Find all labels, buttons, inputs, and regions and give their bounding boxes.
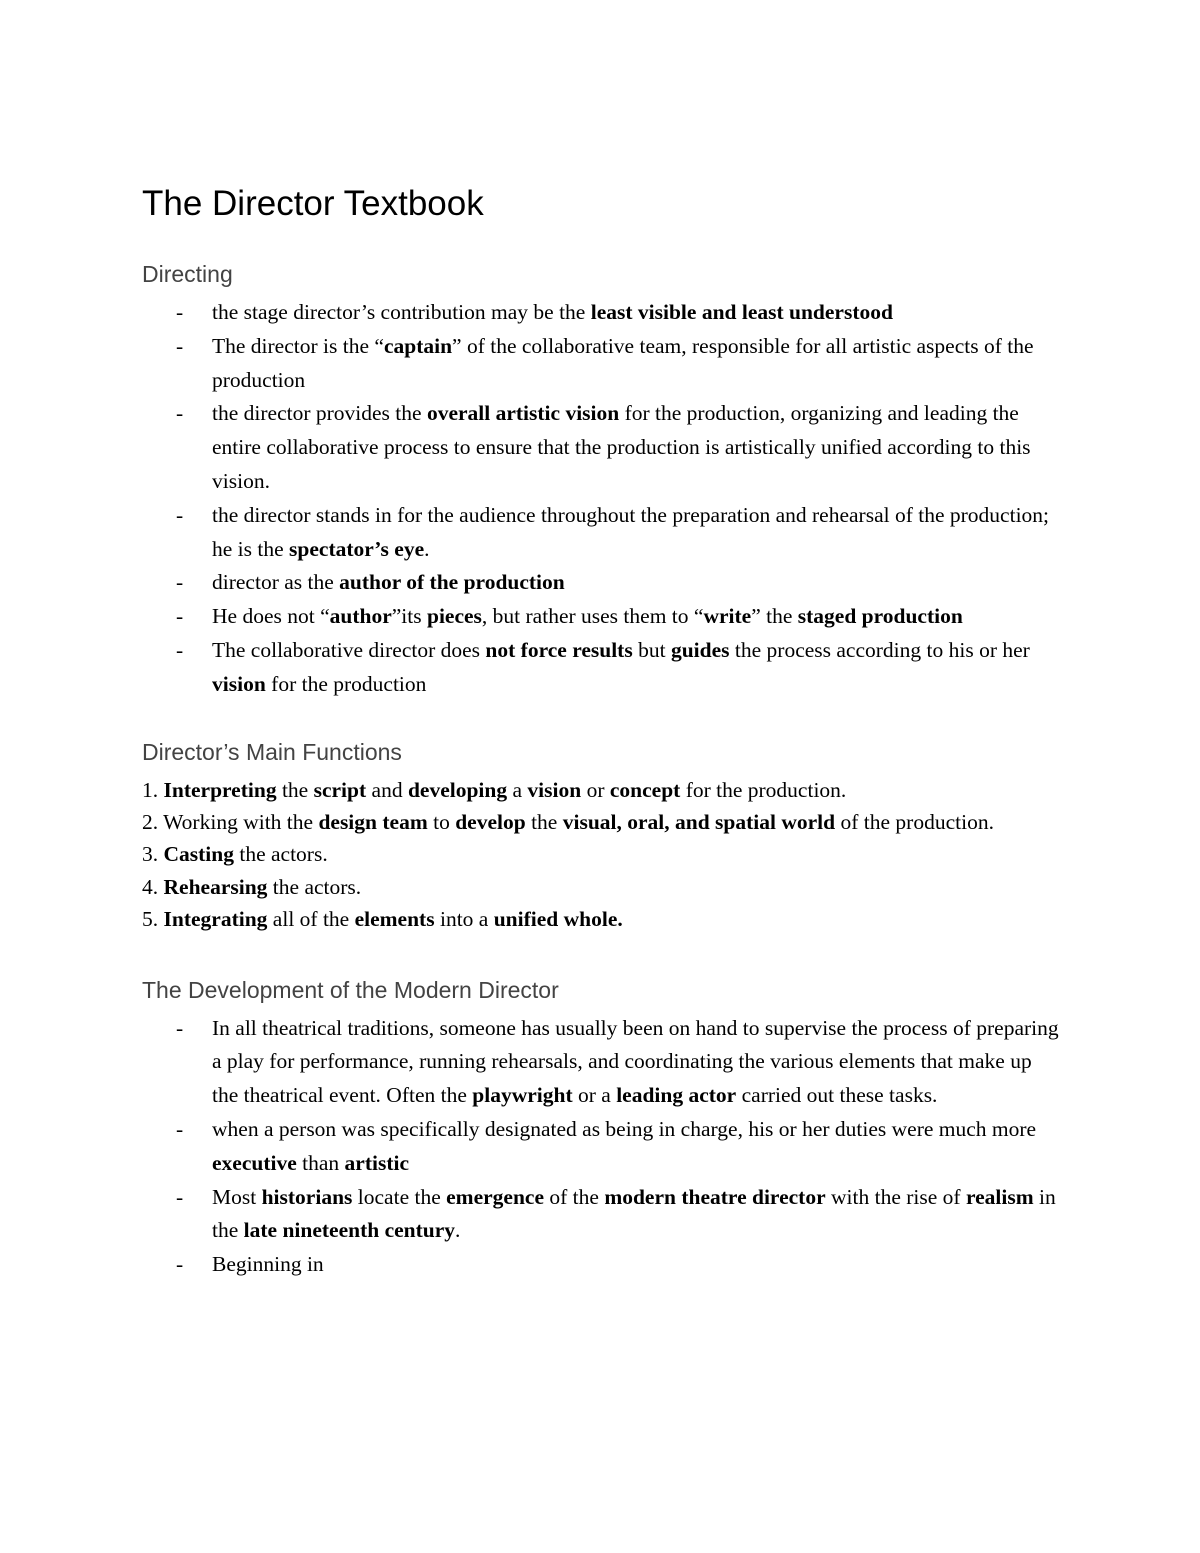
bullet-dash: - (176, 502, 184, 527)
bold-text: not force results (485, 637, 633, 662)
bold-text: developing (407, 777, 508, 802)
text-run: in the (212, 1184, 1056, 1243)
document-title: The Director Textbook (142, 184, 484, 223)
text-run: the actors. (233, 842, 328, 867)
bullet-dash: - (176, 300, 184, 324)
bold-text: spectator’s eye (289, 536, 425, 561)
text-run: but (632, 637, 671, 662)
document-page (142, 180, 1062, 1282)
text-run: In all theatrical traditions, someone has usually been on hand to supervise the process of preparing a play for performance, running rehearsals, and coordinating the various elements that make up the theatrical event. Often the (212, 1015, 1059, 1108)
numbered-item (142, 838, 1062, 870)
text-run: the process according to his or her (729, 637, 1030, 662)
bold-text: pieces (426, 604, 482, 629)
bold-text: author of the production (339, 570, 565, 595)
bold-text: script (313, 777, 367, 802)
list-item (142, 1113, 1062, 1181)
list-item (142, 600, 1062, 634)
text-run: or a (572, 1083, 617, 1108)
numbered-item (142, 903, 1062, 935)
bold-text: Casting (163, 842, 234, 867)
text-run: when a person was specifically designated as being in charge, his or her duties were much more (212, 1116, 1037, 1141)
bold-text: guides (670, 637, 730, 662)
list-item (142, 499, 1062, 567)
text-run: for the production. (680, 777, 847, 802)
bullet-dash: - (176, 1015, 184, 1040)
bold-text: leading actor (616, 1083, 737, 1108)
list-item (142, 566, 1062, 600)
text-run: . (424, 536, 430, 561)
bullet-dash: - (176, 604, 184, 629)
text-run: locate the (352, 1184, 447, 1209)
text-run: ”its (391, 604, 427, 629)
text-run: The director is the “ (212, 333, 384, 358)
bold-text: emergence (446, 1184, 544, 1209)
bullet-dash: - (176, 1116, 184, 1141)
list-item (142, 1181, 1062, 1249)
text-run: for the production, organizing and leading the entire collaborative process to ensure that the production is artistically unified according to this vision. (212, 401, 1031, 493)
bold-text: playwright (472, 1083, 573, 1108)
text-run: the director stands in for the audience throughout the preparation and rehearsal of the production; he is the (212, 502, 1050, 561)
numbered-item (142, 774, 1062, 806)
text-run: than (296, 1150, 345, 1175)
text-run: . (455, 1218, 461, 1243)
text-run: the actors. (267, 874, 362, 899)
bold-text: executive (212, 1150, 297, 1175)
section-heading: Director’s Main Functions (142, 738, 402, 765)
text-run: 1. (142, 777, 164, 802)
bold-text: Integrating (163, 907, 268, 932)
bold-text: vision (527, 777, 582, 802)
list-item (142, 296, 1062, 330)
bold-text: staged production (797, 604, 963, 629)
text-run: 2. Working with the (142, 809, 319, 834)
text-run: carried out these tasks. (736, 1083, 938, 1108)
text-run: of the (544, 1184, 605, 1209)
text-run: The collaborative director does (212, 637, 486, 662)
bold-text: late nineteenth century (243, 1218, 456, 1243)
text-run: ” the (751, 604, 798, 629)
bullet-dash: - (176, 637, 184, 662)
bold-text: captain (383, 333, 453, 358)
text-run: , but rather uses them to “ (481, 604, 704, 629)
bullet-dash: - (176, 1252, 184, 1277)
section-heading: The Development of the Modern Director (142, 976, 559, 1003)
section-directing (142, 258, 1062, 702)
bullet-list (142, 296, 1062, 702)
list-item (142, 1012, 1062, 1113)
bold-text: visual, oral, and spatial world (562, 809, 836, 834)
bold-text: develop (455, 809, 526, 834)
text-run: into a (434, 907, 494, 932)
bold-text: concept (609, 777, 681, 802)
bold-text: realism (965, 1184, 1034, 1209)
bold-text: Interpreting (163, 777, 277, 802)
text-run: the (276, 777, 314, 802)
text-run: or (581, 777, 610, 802)
list-item (142, 1248, 1062, 1282)
numbered-item (142, 806, 1062, 838)
text-run: the stage director’s contribution may be the (212, 300, 591, 324)
text-run: for the production (265, 671, 427, 696)
text-run: the director provides the (212, 401, 427, 426)
list-item (142, 634, 1062, 702)
bold-text: design team (318, 809, 428, 834)
section-heading: Directing (142, 261, 233, 287)
bold-text: artistic (344, 1150, 410, 1175)
text-run: with the rise of (825, 1184, 966, 1209)
text-run: of the production. (835, 809, 994, 834)
bold-text: elements (354, 907, 435, 932)
numbered-list (142, 774, 1062, 936)
bold-text: Rehearsing (163, 874, 268, 899)
text-run: Most (212, 1184, 262, 1209)
bullet-dash: - (176, 1184, 184, 1209)
text-run: the (525, 809, 563, 834)
bold-text: modern theatre director (604, 1184, 826, 1209)
list-item (142, 397, 1062, 498)
list-item (142, 330, 1062, 398)
text-run: to (427, 809, 456, 834)
text-run: and (366, 777, 408, 802)
bullet-dash: - (176, 333, 184, 358)
section-modern-director (142, 974, 1062, 1282)
bold-text: overall artistic vision (426, 401, 620, 426)
bold-text: unified whole. (493, 907, 623, 932)
text-run: a (507, 777, 528, 802)
bold-text: write (703, 604, 752, 629)
numbered-item (142, 871, 1062, 903)
bold-text: least visible and least understood (590, 300, 893, 324)
text-run: 3. (142, 842, 164, 867)
bold-text: author (329, 604, 392, 629)
text-run: 4. (142, 874, 164, 899)
bullet-dash: - (176, 570, 184, 595)
bullet-dash: - (176, 401, 184, 426)
section-main-functions (142, 736, 1062, 936)
text-run: all of the (267, 907, 355, 932)
text-run: ” of the collaborative team, responsible for all artistic aspects of the production (212, 333, 1034, 392)
bullet-list (142, 1012, 1062, 1282)
text-run: director as the (212, 570, 340, 595)
text-run: He does not “ (212, 604, 330, 629)
bold-text: historians (261, 1184, 353, 1209)
text-run: 5. (142, 907, 164, 932)
bold-text: vision (212, 671, 266, 696)
text-run: Beginning in (212, 1252, 324, 1277)
